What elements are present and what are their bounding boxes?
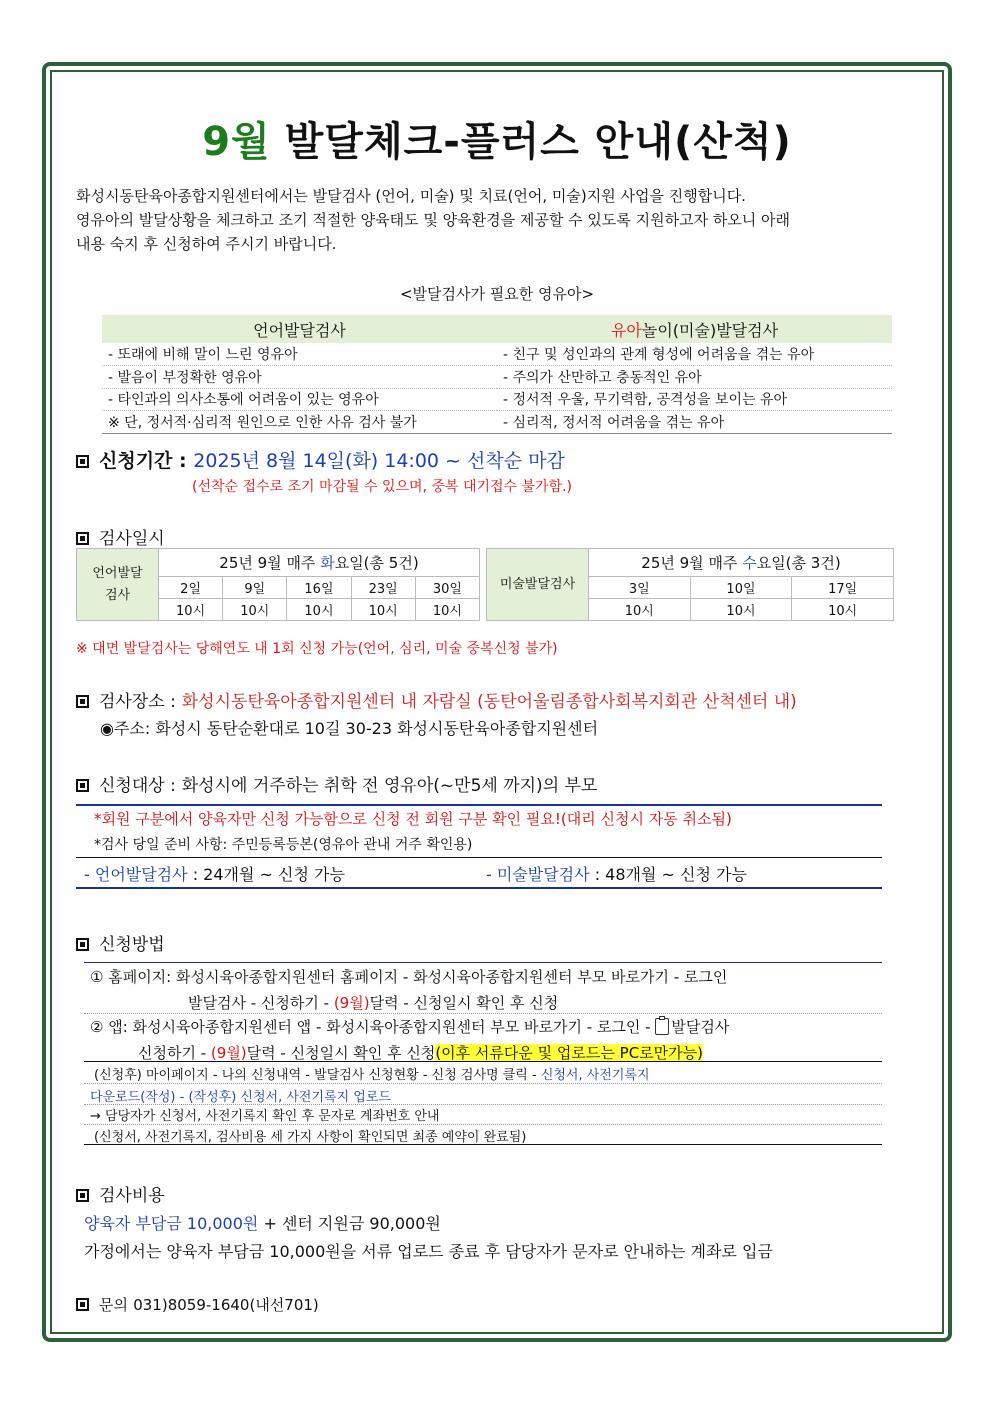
clipboard-icon — [655, 1018, 669, 1035]
need-title: <발달검사가 필요한 영유아> — [399, 285, 595, 303]
section-bullet-icon — [76, 532, 89, 545]
contact-phone: 031)8059-1640(내선701) — [133, 1296, 319, 1314]
schedule-note: ※ 대면 발달검사는 당해연도 내 1회 신청 가능(언어, 심리, 미술 중복신청 불가) — [76, 641, 558, 657]
method-detail: (신청서, 사전기록지, 검사비용 세 가지 사항이 확인되면 최종 예약이 완료됨) — [94, 1130, 527, 1145]
target-warning: *회원 구분에서 양육자만 신청 가능함으로 신청 전 회원 구분 확인 필요!(대리 신청시 자동 취소됨) — [94, 810, 732, 828]
cost-section: 검사비용 — [76, 1181, 165, 1206]
method-line: ① 홈페이지: 화성시육아종합지원센터 홈페이지 - 화성시육아종합지원센터 부모 바로가기 - 로그인 — [90, 968, 728, 986]
lang-schedule-table: 언어발달 검사 25년 9월 매주 화요일(총 5건) 2일 9일 16일 23일 30일 10시 10시 10시 10시 10시 — [76, 548, 480, 621]
divider — [76, 857, 882, 858]
table-row: ※ 단, 정서적·심리적 원인으로 인한 사유 검사 불가 - 심리적, 정서적 어려움을 겪는 유아 — [102, 411, 892, 434]
table-row: - 또래에 비해 말이 느린 영유아 - 친구 및 성인과의 관계 형성에 어려움을 겪는 유아 — [102, 343, 892, 366]
divider — [84, 1124, 882, 1125]
place-section: 검사장소 : 화성시동탄육아종합지원센터 내 자람실 (동탄어울림종합사회복지회관 산척센터 내) — [76, 687, 797, 712]
divider — [84, 1061, 882, 1062]
place-value: 화성시동탄육아종합지원센터 내 자람실 (동탄어울림종합사회복지회관 산척센터 내) — [181, 692, 797, 712]
section-bullet-icon — [76, 1298, 89, 1311]
art-schedule-table: 미술발달검사 25년 9월 매주 수요일(총 3건) 3일 10일 17일 10시 10시 10시 — [486, 548, 894, 621]
page-title — [76, 110, 918, 167]
table-row: - 발음이 부정확한 영유아 - 주의가 산만하고 충동적인 유아 — [102, 366, 892, 389]
need-col-language: 언어발달검사 — [102, 315, 497, 343]
art-schedule-label: 미술발달검사 — [487, 549, 589, 621]
method-line: ② 앱: 화성시육아종합지원센터 앱 - 화성시육아종합지원센터 부모 바로가기 - 로그인 - 발달검사 — [90, 1018, 730, 1036]
section-bullet-icon — [76, 1189, 89, 1202]
target-prep: *검사 당일 준비 사항: 주민등록등본(영유아 관내 거주 확인용) — [94, 837, 473, 853]
section-bullet-icon — [76, 938, 89, 951]
target-art-age: - 미술발달검사 : 48개월 ~ 신청 가능 — [486, 865, 747, 884]
divider — [76, 887, 882, 889]
contact-section: 문의 031)8059-1640(내선701) — [76, 1294, 319, 1315]
divider — [84, 1013, 882, 1014]
lang-schedule-label: 언어발달 검사 — [77, 549, 159, 621]
target-lang-age: - 언어발달검사 : 24개월 ~ 신청 가능 — [84, 865, 345, 884]
cost-summary: 양육자 부담금 10,000원 + 센터 지원금 90,000원 — [84, 1214, 441, 1233]
divider — [84, 962, 882, 963]
target-section: 신청대상 : 화성시에 거주하는 취학 전 영유아(~만5세 까지)의 부모 — [76, 771, 597, 796]
place-address: ◉주소: 화성시 동탄순환대로 10길 30-23 화성시동탄육아종합지원센터 — [100, 719, 599, 738]
intro-line: 영유아의 발달상황을 체크하고 조기 적절한 양육태도 및 양육환경을 제공할 수 있도록 지원하고자 하오니 아래 — [76, 211, 791, 229]
divider — [84, 1144, 882, 1145]
schedule-section: 검사일시 — [76, 524, 165, 549]
section-bullet-icon — [76, 455, 89, 468]
method-section: 신청방법 — [76, 930, 165, 955]
period-value: 2025년 8월 14일(화) 14:00 ~ 선착순 마감 — [193, 450, 565, 472]
need-col-art: 유아놀이(미술)발달검사 — [497, 315, 892, 343]
intro-line: 화성시동탄육아종합지원센터에서는 발달검사 (언어, 미술) 및 치료(언어, 미술)지원 사업을 진행합니다. — [76, 187, 746, 205]
section-bullet-icon — [76, 779, 89, 792]
method-detail: (신청후) 마이페이지 - 나의 신청내역 - 발달검사 신청현황 - 신청 검사명 클릭 - 신청서, 사전기록지 — [94, 1068, 650, 1083]
art-schedule-header: 25년 9월 매주 수요일(총 3건) — [589, 549, 894, 577]
title-month: 9월 — [202, 119, 271, 165]
lang-schedule-header: 25년 9월 매주 화요일(총 5건) — [159, 549, 480, 577]
period-section: 신청기간 : 2025년 8월 14일(화) 14:00 ~ 선착순 마감 — [76, 446, 565, 473]
table-row: - 타인과의 의사소통에 어려움이 있는 영유아 - 정서적 우울, 무기력함, 공격성을 보이는 유아 — [102, 388, 892, 411]
method-detail: 다운로드(작성) - (작성후) 신청서, 사전기록지 업로드 — [90, 1090, 391, 1105]
divider — [76, 804, 882, 806]
method-line: 신청하기 - (9월)달력 - 신청일시 확인 후 신청(이후 서류다운 및 업로드는 PC로만가능) — [138, 1044, 703, 1062]
cost-detail: 가정에서는 양육자 부담금 10,000원을 서류 업로드 종료 후 담당자가 문자로 안내하는 계좌로 입금 — [84, 1242, 773, 1261]
method-detail: → 담당자가 신청서, 사전기록지 확인 후 문자로 계좌번호 안내 — [90, 1109, 440, 1124]
method-line: 발달검사 - 신청하기 - (9월)달력 - 신청일시 확인 후 신청 — [188, 994, 559, 1012]
divider — [84, 1083, 882, 1084]
need-table — [102, 315, 892, 434]
section-bullet-icon — [76, 695, 89, 708]
period-note: (선착순 접수로 조기 마감될 수 있으며, 중복 대기접수 불가함.) — [192, 479, 573, 495]
title-text: 발달체크-플러스 안내(산척) — [284, 119, 792, 165]
intro-line: 내용 숙지 후 신청하여 주시기 바랍니다. — [76, 235, 337, 253]
intro-paragraph — [76, 184, 918, 256]
